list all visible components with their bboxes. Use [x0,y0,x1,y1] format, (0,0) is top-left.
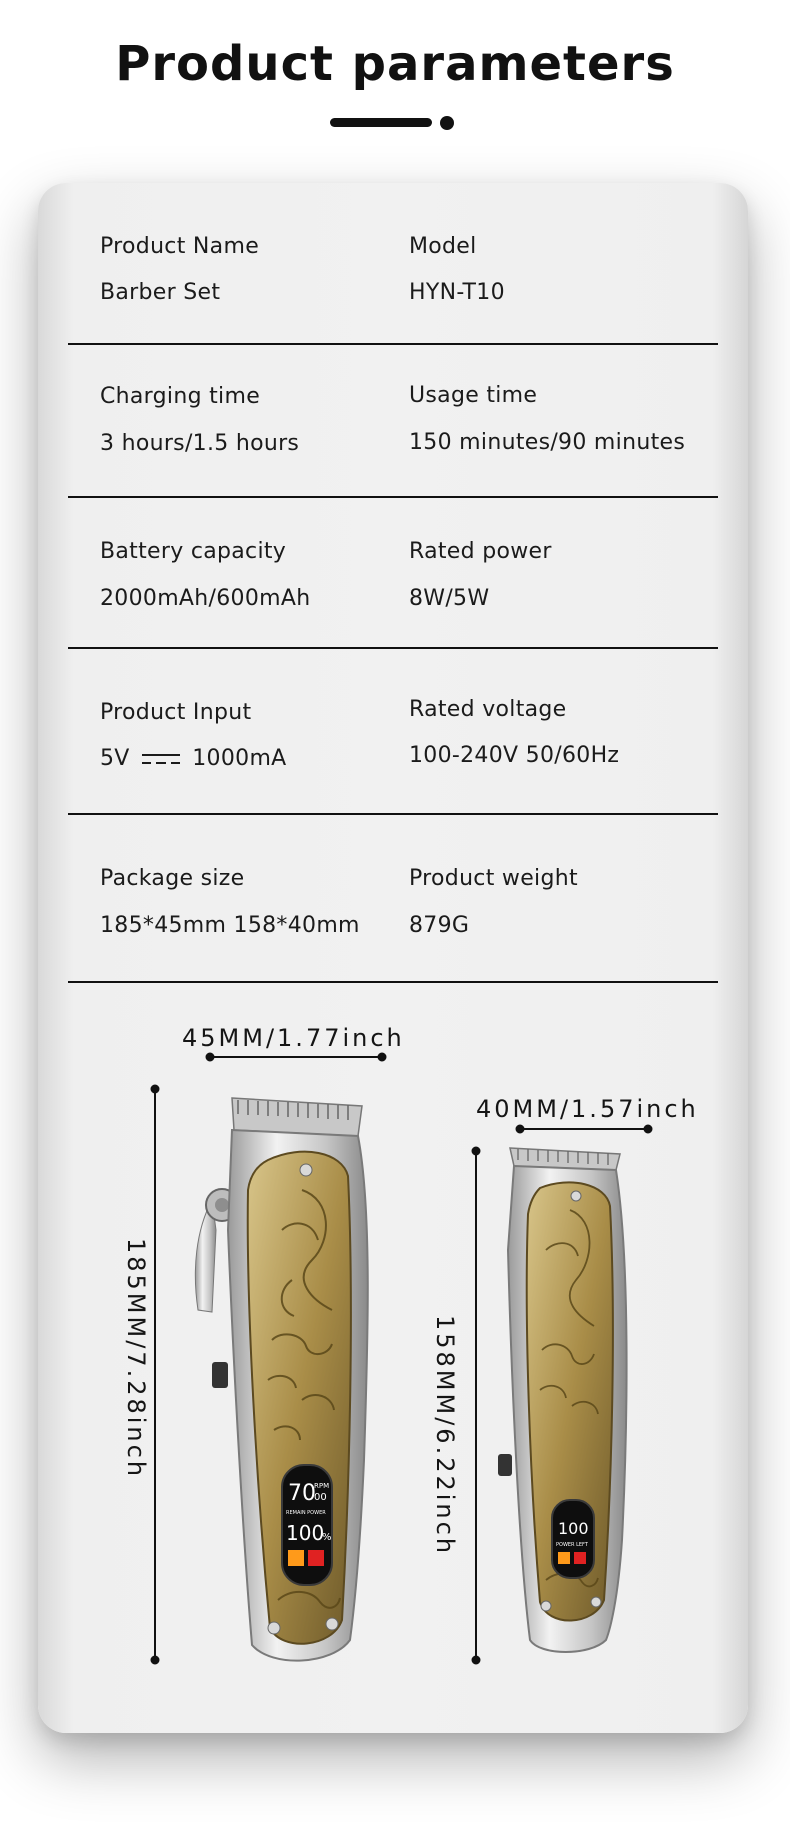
param-label-product-weight: Product weight [409,866,578,891]
small-display-digits: 100 [558,1519,589,1538]
param-value-battery-capacity: 2000mAh/600mAh [100,586,311,611]
large-display-percent-sign: % [322,1532,332,1543]
param-label-rated-power: Rated power [409,539,552,564]
param-label-battery-capacity: Battery capacity [100,539,287,564]
param-value-package-size: 185*45mm 158*40mm [100,913,360,938]
input-voltage: 5V [100,746,130,771]
large-display-rpm: RPM [314,1482,330,1490]
small-width-label: 40MM/1.57inch [476,1095,699,1123]
param-value-rated-power: 8W/5W [409,586,490,611]
param-value-product-weight: 879G [409,913,470,938]
large-width-label: 45MM/1.77inch [182,1024,405,1052]
param-label-product-name: Product Name [100,234,260,259]
param-label-rated-voltage: Rated voltage [409,697,567,722]
large-clipper-image [182,1080,402,1670]
param-value-usage-time: 150 minutes/90 minutes [409,430,686,455]
param-label-product-input: Product Input [100,700,252,725]
param-value-charging-time: 3 hours/1.5 hours [100,431,300,456]
param-label-usage-time: Usage time [409,383,538,408]
param-label-charging-time: Charging time [100,384,261,409]
large-height-label: 185MM/7.28inch [122,1238,150,1480]
large-display-caption: REMAIN POWER [286,1510,326,1516]
param-value-model: HYN-T10 [409,280,505,305]
param-value-product-name: Barber Set [100,280,221,305]
param-value-rated-voltage: 100-240V 50/60Hz [409,743,620,768]
small-clipper-image [490,1140,640,1670]
large-display-percent: 100 [286,1521,325,1545]
large-display-digits: 70 [288,1481,316,1506]
input-current: 1000mA [192,746,287,771]
small-height-label: 158MM/6.22inch [431,1315,459,1557]
large-display-small-digits: 00 [314,1492,327,1503]
page-title: Product parameters [115,36,675,92]
small-display-caption: POWER LEFT [556,1542,588,1548]
param-label-model: Model [409,234,477,259]
param-label-package-size: Package size [100,866,245,891]
